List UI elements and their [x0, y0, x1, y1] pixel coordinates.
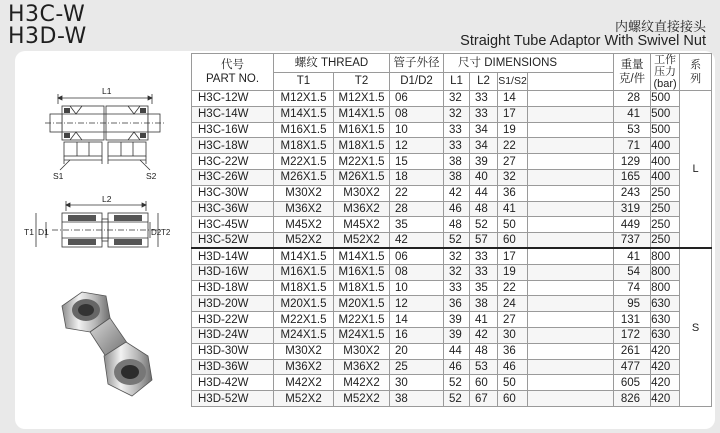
cell-thread-t1: M14X1.5	[274, 106, 334, 122]
cell-l2: 34	[470, 122, 498, 138]
cell-l1: 32	[444, 106, 470, 122]
header-tube-od-cn: 管子外径	[390, 54, 444, 73]
cell-dimensions-spacer	[528, 201, 614, 217]
cell-pressure: 420	[651, 343, 680, 359]
cell-thread-t2: M12X1.5	[334, 91, 390, 107]
cell-s1s2: 14	[498, 91, 528, 107]
table-row	[192, 248, 712, 264]
cell-tube-od: 35	[390, 217, 444, 233]
cell-part-no: H3D-24W	[192, 327, 274, 343]
cell-weight: 319	[614, 201, 651, 217]
cell-part-no: H3C-36W	[192, 201, 274, 217]
header-series	[680, 54, 712, 91]
cell-pressure: 630	[651, 327, 680, 343]
table-row	[192, 154, 712, 170]
table-row	[192, 122, 712, 138]
fitting-side-view-drawing	[40, 84, 170, 184]
cell-l2: 33	[470, 248, 498, 264]
series-l-label: L	[680, 91, 712, 249]
cell-pressure: 400	[651, 154, 680, 170]
cell-l1: 46	[444, 359, 470, 375]
cell-part-no: H3C-45W	[192, 217, 274, 233]
cell-thread-t2: M24X1.5	[334, 327, 390, 343]
cell-tube-od: 08	[390, 106, 444, 122]
cell-l2: 34	[470, 138, 498, 154]
cell-part-no: H3D-30W	[192, 343, 274, 359]
cell-thread-t1: M45X2	[274, 217, 334, 233]
cell-thread-t2: M14X1.5	[334, 106, 390, 122]
cell-thread-t1: M12X1.5	[274, 91, 334, 107]
cell-part-no: H3C-22W	[192, 154, 274, 170]
cell-pressure: 630	[651, 312, 680, 328]
cell-s1s2: 27	[498, 154, 528, 170]
cell-pressure: 800	[651, 280, 680, 296]
cell-weight: 71	[614, 138, 651, 154]
cell-l1: 38	[444, 169, 470, 185]
table-row	[192, 391, 712, 407]
cell-thread-t2: M22X1.5	[334, 312, 390, 328]
header-pressure	[651, 54, 680, 91]
table-row	[192, 343, 712, 359]
cell-weight: 74	[614, 280, 651, 296]
cell-thread-t2: M14X1.5	[334, 248, 390, 264]
cell-thread-t2: M18X1.5	[334, 280, 390, 296]
cell-weight: 605	[614, 375, 651, 391]
cell-l1: 42	[444, 185, 470, 201]
cell-l1: 32	[444, 264, 470, 280]
cell-thread-t2: M22X1.5	[334, 154, 390, 170]
cell-tube-od: 28	[390, 201, 444, 217]
cell-part-no: H3C-52W	[192, 233, 274, 249]
cell-s1s2: 24	[498, 296, 528, 312]
cell-weight: 477	[614, 359, 651, 375]
cell-s1s2: 22	[498, 280, 528, 296]
cell-tube-od: 08	[390, 264, 444, 280]
cell-tube-od: 42	[390, 233, 444, 249]
table-row	[192, 312, 712, 328]
cell-weight: 172	[614, 327, 651, 343]
cell-thread-t2: M52X2	[334, 391, 390, 407]
cell-dimensions-spacer	[528, 327, 614, 343]
cell-part-no: H3D-18W	[192, 280, 274, 296]
cell-part-no: H3D-52W	[192, 391, 274, 407]
header-t1: T1	[274, 72, 334, 91]
cell-tube-od: 10	[390, 122, 444, 138]
cell-l2: 41	[470, 312, 498, 328]
cell-pressure: 500	[651, 122, 680, 138]
header-part-no-cn: 代号	[221, 59, 244, 71]
cell-thread-t2: M20X1.5	[334, 296, 390, 312]
spec-table	[191, 53, 712, 407]
cell-pressure: 630	[651, 296, 680, 312]
fitting-section-drawing	[22, 195, 172, 265]
table-row	[192, 233, 712, 249]
cell-weight: 53	[614, 122, 651, 138]
cell-thread-t1: M30X2	[274, 343, 334, 359]
table-row	[192, 327, 712, 343]
cell-thread-t1: M30X2	[274, 185, 334, 201]
cell-weight: 28	[614, 91, 651, 107]
header-dimensions: 尺寸 DIMENSIONS	[444, 54, 614, 73]
table-row	[192, 91, 712, 107]
cell-dimensions-spacer	[528, 264, 614, 280]
cell-dimensions-spacer	[528, 296, 614, 312]
cell-tube-od: 30	[390, 375, 444, 391]
cell-l2: 33	[470, 106, 498, 122]
cell-tube-od: 22	[390, 185, 444, 201]
cell-dimensions-spacer	[528, 280, 614, 296]
cell-thread-t1: M36X2	[274, 201, 334, 217]
cell-l1: 46	[444, 201, 470, 217]
cell-tube-od: 18	[390, 169, 444, 185]
cell-weight: 129	[614, 154, 651, 170]
cell-tube-od: 38	[390, 391, 444, 407]
cell-s1s2: 50	[498, 375, 528, 391]
cell-l1: 52	[444, 375, 470, 391]
header-d1d2: D1/D2	[390, 72, 444, 91]
cell-thread-t2: M52X2	[334, 233, 390, 249]
cell-thread-t2: M36X2	[334, 359, 390, 375]
cell-pressure: 250	[651, 185, 680, 201]
cell-s1s2: 17	[498, 106, 528, 122]
cell-pressure: 250	[651, 201, 680, 217]
cell-dimensions-spacer	[528, 122, 614, 138]
cell-dimensions-spacer	[528, 375, 614, 391]
cell-dimensions-spacer	[528, 154, 614, 170]
cell-l2: 48	[470, 201, 498, 217]
table-row	[192, 217, 712, 233]
cell-l2: 52	[470, 217, 498, 233]
cell-l2: 38	[470, 296, 498, 312]
cell-tube-od: 20	[390, 343, 444, 359]
cell-l2: 35	[470, 280, 498, 296]
cell-tube-od: 15	[390, 154, 444, 170]
cell-weight: 826	[614, 391, 651, 407]
cell-dimensions-spacer	[528, 138, 614, 154]
header-pressure-l3: (bar)	[653, 78, 677, 90]
cell-s1s2: 60	[498, 391, 528, 407]
cell-weight: 449	[614, 217, 651, 233]
cell-dimensions-spacer	[528, 106, 614, 122]
cell-l2: 53	[470, 359, 498, 375]
cell-l2: 40	[470, 169, 498, 185]
header-s1s2: S1/S2	[498, 72, 528, 91]
cell-l2: 44	[470, 185, 498, 201]
cell-thread-t1: M16X1.5	[274, 264, 334, 280]
cell-thread-t1: M26X1.5	[274, 169, 334, 185]
cell-thread-t2: M42X2	[334, 375, 390, 391]
dimension-label-d2: D2	[151, 228, 162, 237]
dimension-label-d1: D1	[38, 227, 49, 237]
cell-thread-t1: M36X2	[274, 359, 334, 375]
cell-l1: 33	[444, 280, 470, 296]
cell-l2: 39	[470, 154, 498, 170]
cell-s1s2: 60	[498, 233, 528, 249]
dimension-label-t2: T2	[161, 228, 171, 237]
cell-l2: 33	[470, 91, 498, 107]
table-row	[192, 280, 712, 296]
cell-l2: 48	[470, 343, 498, 359]
table-row	[192, 264, 712, 280]
cell-thread-t1: M52X2	[274, 391, 334, 407]
cell-thread-t1: M18X1.5	[274, 138, 334, 154]
header-series-l1: 系	[690, 59, 702, 71]
cell-part-no: H3C-16W	[192, 122, 274, 138]
dimension-label-l2: L2	[102, 195, 112, 204]
dimension-label-s1: S1	[53, 171, 64, 181]
cell-thread-t1: M24X1.5	[274, 327, 334, 343]
cell-weight: 41	[614, 106, 651, 122]
table-row	[192, 169, 712, 185]
cell-l1: 44	[444, 343, 470, 359]
cell-part-no: H3C-18W	[192, 138, 274, 154]
cell-part-no: H3C-30W	[192, 185, 274, 201]
table-row	[192, 185, 712, 201]
header-series-l2: 列	[690, 73, 702, 85]
cell-dimensions-spacer	[528, 343, 614, 359]
cell-weight: 54	[614, 264, 651, 280]
cell-thread-t1: M20X1.5	[274, 296, 334, 312]
cell-pressure: 500	[651, 106, 680, 122]
table-row	[192, 296, 712, 312]
cell-thread-t1: M52X2	[274, 233, 334, 249]
cell-s1s2: 36	[498, 185, 528, 201]
cell-l1: 33	[444, 122, 470, 138]
header-weight	[614, 54, 651, 91]
header-l1: L1	[444, 72, 470, 91]
cell-thread-t2: M16X1.5	[334, 122, 390, 138]
cell-s1s2: 19	[498, 122, 528, 138]
table-row	[192, 201, 712, 217]
cell-s1s2: 32	[498, 169, 528, 185]
cell-part-no: H3C-14W	[192, 106, 274, 122]
cell-pressure: 250	[651, 217, 680, 233]
cell-dimensions-spacer	[528, 169, 614, 185]
table-row	[192, 106, 712, 122]
cell-l1: 32	[444, 91, 470, 107]
cell-pressure: 400	[651, 138, 680, 154]
cell-weight: 95	[614, 296, 651, 312]
cell-thread-t1: M18X1.5	[274, 280, 334, 296]
cell-pressure: 420	[651, 375, 680, 391]
cell-l2: 42	[470, 327, 498, 343]
cell-l1: 52	[444, 391, 470, 407]
cell-tube-od: 16	[390, 327, 444, 343]
cell-l1: 39	[444, 327, 470, 343]
cell-thread-t2: M30X2	[334, 343, 390, 359]
dimension-label-t1: T1	[24, 227, 34, 237]
cell-tube-od: 06	[390, 91, 444, 107]
cell-thread-t1: M22X1.5	[274, 312, 334, 328]
cell-pressure: 400	[651, 169, 680, 185]
cell-pressure: 800	[651, 248, 680, 264]
series-code-h3d: H3D-W	[8, 24, 87, 49]
cell-weight: 737	[614, 233, 651, 249]
cell-thread-t2: M16X1.5	[334, 264, 390, 280]
cell-s1s2: 46	[498, 359, 528, 375]
cell-thread-t2: M45X2	[334, 217, 390, 233]
cell-thread-t2: M18X1.5	[334, 138, 390, 154]
cell-l1: 48	[444, 217, 470, 233]
cell-tube-od: 12	[390, 296, 444, 312]
cell-l1: 33	[444, 138, 470, 154]
cell-tube-od: 12	[390, 138, 444, 154]
cell-l1: 38	[444, 154, 470, 170]
header-weight-l1: 重量	[620, 59, 644, 71]
cell-thread-t2: M36X2	[334, 201, 390, 217]
cell-part-no: H3C-26W	[192, 169, 274, 185]
spec-table-body	[192, 91, 712, 407]
cell-weight: 261	[614, 343, 651, 359]
cell-l1: 52	[444, 233, 470, 249]
cell-weight: 131	[614, 312, 651, 328]
header-weight-l2: 克/件	[618, 73, 646, 85]
cell-thread-t1: M42X2	[274, 375, 334, 391]
cell-part-no: H3D-16W	[192, 264, 274, 280]
cell-part-no: H3D-36W	[192, 359, 274, 375]
cell-dimensions-spacer	[528, 312, 614, 328]
cell-thread-t1: M16X1.5	[274, 122, 334, 138]
cell-tube-od: 10	[390, 280, 444, 296]
cell-thread-t2: M26X1.5	[334, 169, 390, 185]
cell-part-no: H3D-22W	[192, 312, 274, 328]
header-part-no-en: PART NO.	[205, 73, 260, 85]
cell-l2: 57	[470, 233, 498, 249]
cell-dimensions-spacer	[528, 185, 614, 201]
table-row	[192, 359, 712, 375]
header-l2: L2	[470, 72, 498, 91]
cell-s1s2: 17	[498, 248, 528, 264]
header-pressure-l2: 压力	[654, 66, 677, 78]
cell-dimensions-spacer	[528, 359, 614, 375]
table-row	[192, 138, 712, 154]
header-pressure-l1: 工作	[654, 54, 677, 66]
cell-s1s2: 30	[498, 327, 528, 343]
cell-pressure: 250	[651, 233, 680, 249]
dimension-label-s2: S2	[146, 171, 157, 181]
cell-s1s2: 36	[498, 343, 528, 359]
cell-s1s2: 27	[498, 312, 528, 328]
cell-s1s2: 19	[498, 264, 528, 280]
cell-tube-od: 14	[390, 312, 444, 328]
cell-tube-od: 25	[390, 359, 444, 375]
header-dimensions-spacer	[528, 72, 614, 91]
fitting-product-image	[48, 284, 168, 414]
header-part-no	[192, 54, 274, 91]
cell-l1: 32	[444, 248, 470, 264]
cell-l2: 33	[470, 264, 498, 280]
cell-thread-t1: M22X1.5	[274, 154, 334, 170]
cell-pressure: 420	[651, 359, 680, 375]
cell-pressure: 420	[651, 391, 680, 407]
cell-part-no: H3D-14W	[192, 248, 274, 264]
cell-s1s2: 41	[498, 201, 528, 217]
product-title-chinese: 内螺纹直接接头	[614, 19, 706, 34]
series-code-h3c: H3C-W	[8, 2, 86, 27]
cell-tube-od: 06	[390, 248, 444, 264]
cell-l1: 39	[444, 312, 470, 328]
cell-s1s2: 22	[498, 138, 528, 154]
cell-part-no: H3D-42W	[192, 375, 274, 391]
cell-dimensions-spacer	[528, 391, 614, 407]
cell-s1s2: 50	[498, 217, 528, 233]
cell-weight: 41	[614, 248, 651, 264]
dimension-label-l1: L1	[102, 86, 112, 96]
cell-part-no: H3C-12W	[192, 91, 274, 107]
cell-pressure: 800	[651, 264, 680, 280]
cell-dimensions-spacer	[528, 233, 614, 249]
cell-thread-t1: M14X1.5	[274, 248, 334, 264]
table-row	[192, 375, 712, 391]
cell-l2: 60	[470, 375, 498, 391]
series-s-label: S	[680, 248, 712, 406]
header-t2: T2	[334, 72, 390, 91]
cell-weight: 165	[614, 169, 651, 185]
product-title-english: Straight Tube Adaptor With Swivel Nut	[460, 33, 706, 49]
cell-l2: 67	[470, 391, 498, 407]
header-thread: 螺纹 THREAD	[274, 54, 390, 73]
cell-dimensions-spacer	[528, 91, 614, 107]
cell-thread-t2: M30X2	[334, 185, 390, 201]
cell-dimensions-spacer	[528, 217, 614, 233]
cell-weight: 243	[614, 185, 651, 201]
cell-dimensions-spacer	[528, 248, 614, 264]
cell-l1: 36	[444, 296, 470, 312]
cell-part-no: H3D-20W	[192, 296, 274, 312]
cell-pressure: 500	[651, 91, 680, 107]
